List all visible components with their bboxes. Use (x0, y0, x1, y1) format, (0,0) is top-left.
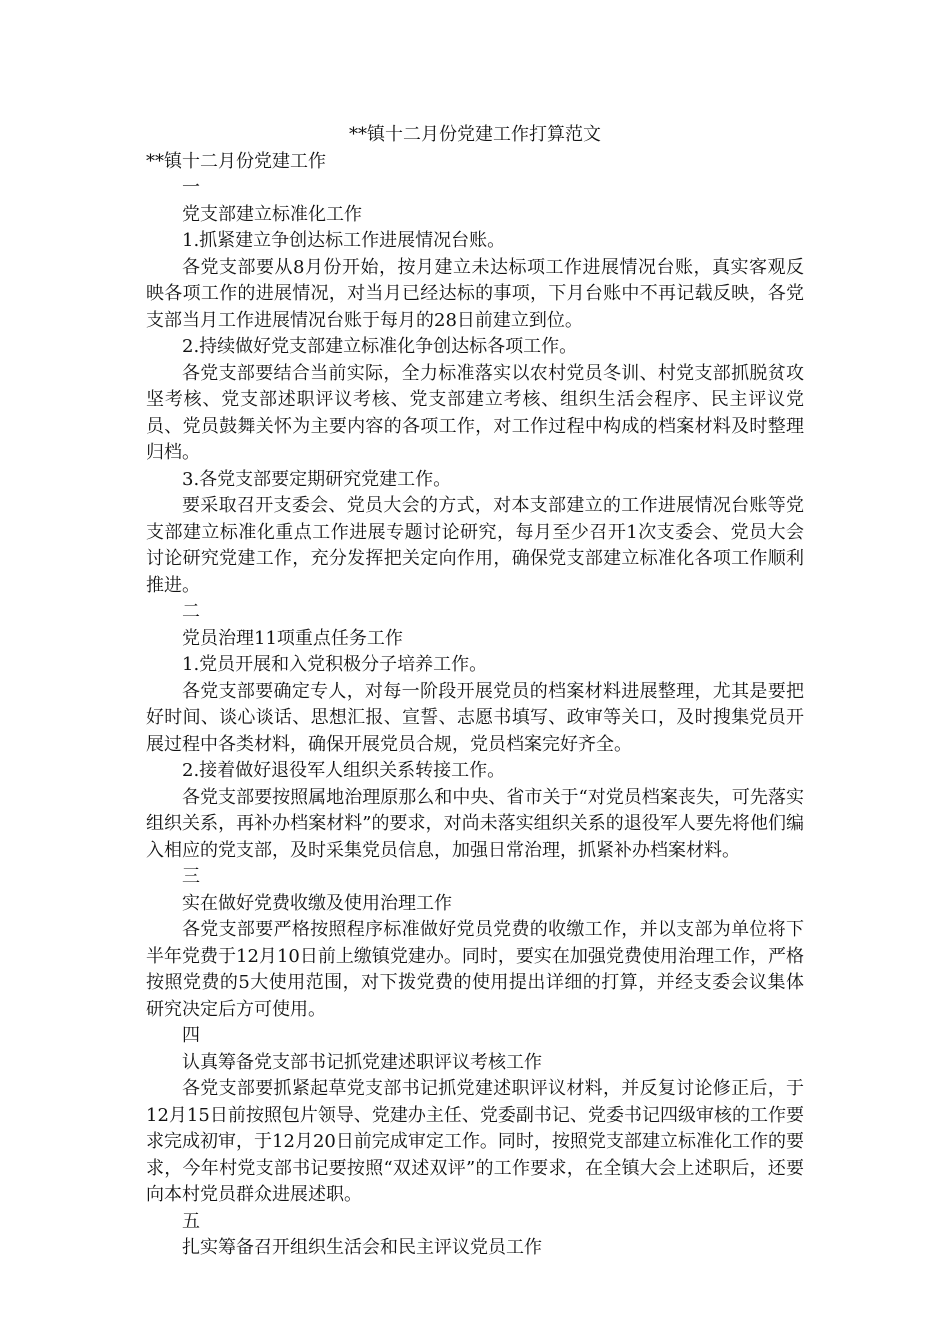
item-heading: 2.持续做好党支部建立标准化争创达标各项工作。 (182, 336, 578, 357)
section-heading: 党支部建立标准化工作 (182, 203, 362, 225)
item-heading: 1.抓紧建立争创达标工作进展情况台账。 (182, 230, 506, 251)
body-paragraph: 要采取召开支委会、党员大会的方式，对本支部建立的工作进展情况台账等党支部建立标准化重点工作进展专题讨论研究，每月至少召开1次支委会、党员大会讨论研究党建工作，充分发挥把关定向作用，确保党支部建立标准化各项工作顺利推进。 (146, 495, 804, 596)
item-heading: 2.接着做好退役军人组织关系转接工作。 (182, 760, 506, 781)
body-paragraph: 各党支部要按照属地治理原那么和中央、省市关于“对党员档案丧失，可先落实组织关系，再补办档案材料”的要求，对尚未落实组织关系的退役军人要先将他们编入相应的党支部，及时采集党员信息，加强日常治理，抓紧补办档案材料。 (146, 786, 804, 861)
item-heading: 3.各党支部要定期研究党建工作。 (182, 468, 452, 490)
body-paragraph: 各党支部要结合当前实际，全力标准落实以农村党员冬训、村党支部抓脱贫攻坚考核、党支部述职评议考核、党支部建立考核、组织生活会程序、民主评议党员、党员鼓舞关怀为主要内容的各项工作，对工作过程中构成的档案材料及时整理归档。 (146, 362, 804, 463)
section-heading: 认真筹备党支部书记抓党建述职评议考核工作 (182, 1051, 542, 1073)
section-heading: 扎实筹备召开组织生活会和民主评议党员工作 (182, 1237, 542, 1258)
document-page (146, 122, 804, 1262)
section-number: 三 (182, 866, 200, 887)
section-number: 四 (182, 1025, 200, 1046)
section-heading: 党员治理11项重点任务工作 (182, 627, 403, 649)
body-paragraph: 各党支部要确定专人，对每一阶段开展党员的档案材料进展整理，尤其是要把好时间、谈心谈话、思想汇报、宣誓、志愿书填写、政审等关口，及时搜集党员开展过程中各类材料，确保开展党员合规，党员档案完好齐全。 (146, 680, 804, 755)
body-paragraph: 各党支部要抓紧起草党支部书记抓党建述职评议材料，并反复讨论修正后，于12月15日前按照包片领导、党建办主任、党委副书记、党委书记四级审核的工作要求完成初审，于12月20日前完成审定工作。同时，按照党支部建立标准化工作的要求，今年村党支部书记要按照“双述双评”的工作要求，在全镇大会上述职后，还要向本村党员群众进展述职。 (146, 1078, 804, 1205)
body-paragraph: 各党支部要从8月份开始，按月建立未达标项工作进展情况台账，真实客观反映各项工作的进展情况，对当月已经达标的事项，下月台账中不再记载反映，各党支部当月工作进展情况台账于每月的28日前建立到位。 (146, 256, 804, 331)
document-subtitle: **镇十二月份党建工作 (146, 150, 326, 172)
section-number: 五 (182, 1210, 200, 1232)
section-number: 一 (182, 177, 200, 198)
body-paragraph: 各党支部要严格按照程序标准做好党员党费的收缴工作，并以支部为单位将下半年党费于12月10日前上缴镇党建办。同时，要实在加强党费使用治理工作，严格按照党费的5大使用范围，对下拨党费的使用提出详细的打算，并经支委会议集体研究决定后方可使用。 (146, 919, 804, 1020)
document-title: **镇十二月份党建工作打算范文 (349, 124, 601, 145)
section-number: 二 (182, 601, 200, 622)
section-heading: 实在做好党费收缴及使用治理工作 (182, 892, 452, 914)
item-heading: 1.党员开展和入党积极分子培养工作。 (182, 654, 488, 675)
